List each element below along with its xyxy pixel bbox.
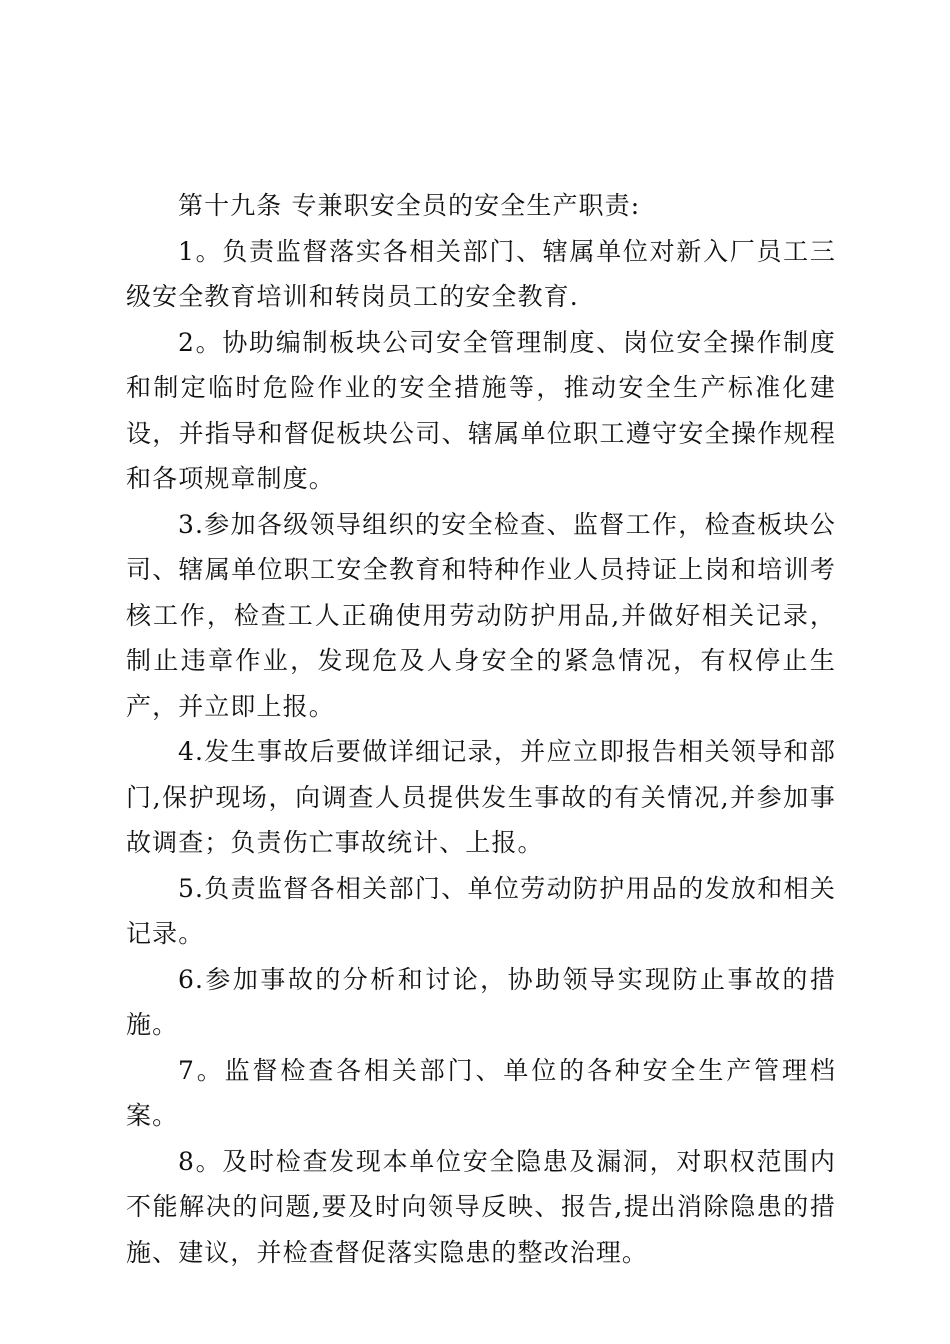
duty-item-3: 3.参加各级领导组织的安全检查、监督工作，检查板块公司、辖属单位职工安全教育和特种作业人员持证上岗和培训考核工作，检查工人正确使用劳动防护用品,并做好相关记录，制止违章作业，发现危及人身安全的紧急情况，有权停止生产，并立即上报。 [126,509,836,721]
duty-item-2: 2。协助编制板块公司安全管理制度、岗位安全操作制度和制定临时危险作业的安全措施等，推动安全生产标准化建设，并指导和督促板块公司、辖属单位职工遵守安全操作规程和各项规章制度。 [126,327,836,493]
duty-item-7: 7。监督检查各相关部门、单位的各种安全生产管理档案。 [126,1055,836,1130]
duty-item-8: 8。及时检查发现本单位安全隐患及漏洞，对职权范围内不能解决的问题,要及时向领导反映、报告,提出消除隐患的措施、建议，并检查督促落实隐患的整改治理。 [126,1146,836,1267]
duty-item-6: 6.参加事故的分析和讨论，协助领导实现防止事故的措施。 [126,964,836,1039]
duty-item-4: 4.发生事故后要做详细记录，并应立即报告相关领导和部门,保护现场，向调查人员提供发生事故的有关情况,并参加事故调查；负责伤亡事故统计、上报。 [126,737,836,857]
duty-item-5: 5.负责监督各相关部门、单位劳动防护用品的发放和相关记录。 [126,873,836,948]
article-heading: 第十九条 专兼职安全员的安全生产职责: [178,191,641,220]
duty-item-1: 1。负责监督落实各相关部门、辖属单位对新入厂员工三级安全教育培训和转岗员工的安全教育. [126,236,836,311]
article-body [126,183,836,1275]
